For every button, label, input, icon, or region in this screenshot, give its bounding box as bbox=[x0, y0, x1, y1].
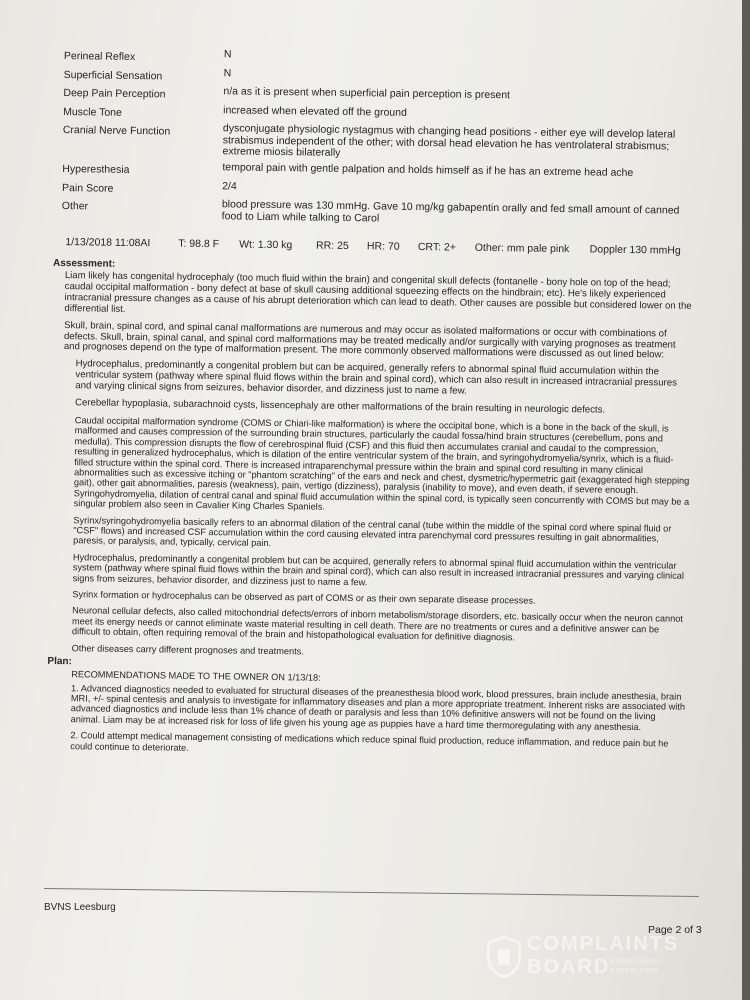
exam-value: blood pressure was 130 mmHg. Gave 10 mg/kg gabapentin orally and fed small amount of canned food to Liam while talking to Carol bbox=[221, 198, 680, 224]
exam-label: Pain Score bbox=[61, 181, 114, 195]
exam-label: Hyperesthesia bbox=[62, 163, 130, 176]
exam-value: n/a as it is present when superficial pain perception is present bbox=[223, 85, 511, 102]
plan-item: 1. Advanced diagnostics needed to evaluated for structural diseases of the preanesthesia blood work, blood pressures, brain include anesthesia, brain MRI, +/- spinal centesis and analysis to investigate for inflammatory diseases and plan a more appropriate treatment. Inherent risks are associated with advanced diagnostics and include less than 1% chance of death or paralysis and less than 10% definitive answers will not be found on the living animal. Liam may be at increased risk for loss of life given his young age as puppies have a hard time thermoregulating with any anesthesia. bbox=[70, 682, 686, 732]
exam-label: Muscle Tone bbox=[63, 105, 122, 119]
vitals-rr: RR: 25 bbox=[315, 239, 349, 253]
exam-value: temporal pain with gentle palpation and holds himself as if he has an extreme head ache bbox=[222, 161, 634, 179]
recommendations-title: RECOMMENDATIONS MADE TO THE OWNER ON 1/13/18: bbox=[71, 669, 321, 683]
exam-value: N bbox=[223, 66, 232, 79]
shield-icon bbox=[487, 936, 521, 978]
vitals-weight: Wt: 1.30 kg bbox=[239, 238, 293, 252]
footer-divider bbox=[44, 888, 699, 897]
clinic-name: BVNS Leesburg bbox=[44, 902, 116, 913]
assessment-paragraph: Other diseases carry different prognoses and treatments. bbox=[71, 642, 304, 657]
vitals-crt: CRT: 2+ bbox=[417, 240, 457, 254]
assessment-paragraph: Cerebellar hypoplasia, subarachnoid cysts, lissencephaly are other malformations of the brain resulting in neurologic defects. bbox=[74, 397, 606, 416]
vitals-datetime: 1/13/2018 11:08AI bbox=[65, 236, 151, 250]
plan-item: 2. Could attempt medical management consisting of medications which reduce spinal fluid production, reduce inflammation, and reduce pain but he could continue to deteriorate. bbox=[70, 730, 669, 753]
vitals-other: Other: mm pale pink bbox=[474, 241, 570, 256]
vitals-hr: HR: 70 bbox=[366, 240, 400, 253]
vitals-row bbox=[65, 236, 699, 257]
watermark-tag2: SINCE 2004 bbox=[610, 968, 659, 975]
assessment-paragraph: Hydrocephalus, predominantly a congenital problem but can be acquired, generally refers to abnormal spinal fluid accumulation within the ventricular system (pathway where spinal fluid flows within the brain and spinal cord), which can also result in increased intracranial pressures and varying clinical signs from seizures, behavior disorder, and dizziness just to name a few. bbox=[75, 358, 677, 397]
report-body bbox=[47, 48, 702, 766]
vitals-doppler: Doppler 130 mmHg bbox=[589, 243, 681, 257]
exam-value: 2/4 bbox=[222, 179, 237, 192]
watermark-line1: COMPLAINTS bbox=[527, 933, 680, 955]
assessment-paragraph: Hydrocephalus, predominantly a congenital problem but can be acquired, generally refers to abnormal spinal fluid accumulation within the ventricular system (pathway where spinal fluid flows within the brain and spinal cord), which can also result in increased intracranial pressures and varying clinical signs from seizures, behavior disorder, and dizziness just to name a few. bbox=[72, 552, 685, 587]
watermark-tag1: RESOLVING bbox=[610, 958, 660, 965]
watermark-logo bbox=[487, 932, 707, 982]
exam-value: dysconjugate physiologic nystagmus with changing head positions - either eye will develop lateral strabismus independent of the other; with dorsal head elevation he has ventrolateral strabismus; extreme miosis bilaterally bbox=[222, 122, 676, 159]
exam-value: N bbox=[223, 48, 232, 61]
exam-label: Other bbox=[61, 200, 89, 213]
exam-findings bbox=[60, 50, 702, 237]
assessment-paragraph: Syrinx formation or hydrocephalus can be observed as part of COMS or as their own separate disease processes. bbox=[72, 589, 536, 606]
page-number: Page 2 of 3 bbox=[648, 924, 702, 936]
exam-label: Deep Pain Perception bbox=[63, 87, 166, 101]
exam-label: Perineal Reflex bbox=[63, 50, 136, 64]
vitals-temp: T: 98.8 F bbox=[178, 237, 220, 251]
assessment-paragraph: Caudal occipital malformation syndrome (COMS or Chiari-like malformation) is where the occipital bone, which is a bone in the back of the skull, is malformed and causes compression of the surrounding brain structures, particularly the caudal fossa/hind brain structures (cerebellum, pons and medulla). This compression disrupts the flow of cerebrospinal fluid (CSF) and this fluid then accumulates cranial and caudal to the compression, resulting in generalized hydrocephalus, which is dilation of the entire ventricular system of the brain, and syringohydromyelia/synrix, which is a fluid-filled structure within the spinal cord. There is increased intraparenchymal pressure within the brain and spinal cord resulting in many clinical abnormalities such as excessive itching or "phantom scratching" of the ears and neck and chest, dysmetric/hypermetric gait (exaggerated high stepping gait), other gait abnormalities, paresis (weakness), pain, vertigo (dizziness), paralysis (inability to move), and even death, if severe enough. Syringohydromyelia, dilation of central canal and spinal fluid accumulation within the spinal cord, is typically seen concurrently with COMS but may be a singular problem also seen in Cavalier King Charles Spaniels. bbox=[73, 415, 690, 512]
exam-value: increased when elevated off the ground bbox=[223, 103, 407, 119]
assessment-paragraph: Liam likely has congenital hydrocephaly (too much fluid within the brain) and congenital skull defects (fontanelle - bony hole on top of the head; caudal occipital malformation - bony defect at base of skull causing additional squeezing effects on the hindbrain; etc). He's likely experienced intracranial pressure changes as a cause of his abrupt deterioration which can lead to death. Other causes are possible but considered lower on the differential list. bbox=[64, 270, 692, 315]
exam-label: Cranial Nerve Function bbox=[62, 124, 171, 138]
watermark-line2: BOARD bbox=[527, 956, 611, 978]
assessment-paragraph: Neuronal cellular defects, also called mitochondrial defects/errors of inborn metabolism/storage disorders, etc. basically occur when the neuron cannot meet its energy needs or cannot eliminate waste material resulting in cell death. There are no treatments or cures and a definitive answer can be difficult to obtain, often requiring removal of the brain and histopathological evaluation for definitive diagnosis. bbox=[71, 605, 683, 643]
assessment-heading: Assessment: bbox=[52, 257, 116, 270]
assessment-paragraph: Skull, brain, spinal cord, and spinal canal malformations are numerous and may occur as isolated malformations or occur with combinations of defects. Skull, brain, spinal canal, and spinal cord malformations may be treated medically and/or surgically with varying prognoses as treatment and prognoses depend on the type of malformation present. The more commonly observed malformations were discussed as out lined below: bbox=[63, 319, 676, 361]
assessment-paragraph: Syrinx/syringohydromyelia basically refers to an abnormal dilation of the central canal (tube within the middle of the spinal cord where spinal fluid or "CSF" flows) and increased CSF accumulation within the cord causing elevated intra parenchymal cord pressures resulting in gait abnormalities, paresis, or paralysis, and, typically, cervical pain. bbox=[73, 514, 672, 549]
plan-heading: Plan: bbox=[47, 655, 72, 668]
exam-row bbox=[60, 200, 700, 237]
exam-label: Superficial Sensation bbox=[63, 68, 163, 82]
